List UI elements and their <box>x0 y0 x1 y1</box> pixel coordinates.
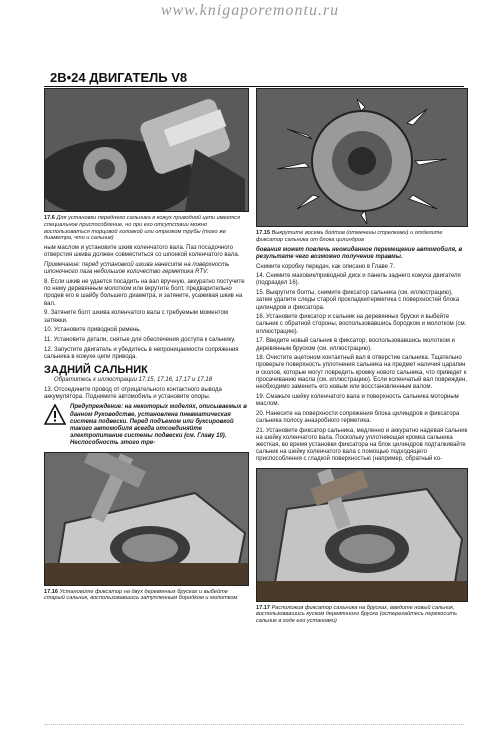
step-10: 10. Установите приводной ремень. <box>44 327 141 334</box>
watermark: www.knigaporemontu.ru <box>160 2 340 19</box>
step-20: 20. Нанесите на поверхности сопряжения блока цилиндров и фиксатора сальника полосу анаэробного герметика. <box>256 410 460 424</box>
paragraph: Снимите коробку передач, как описано в Главе 7. <box>256 263 395 270</box>
photo-17-16 <box>44 452 249 586</box>
caption-17-16 <box>44 589 249 603</box>
caption-text: Для установки переднего сальника в кожух приводной цепи имеется специальное приспособление, но при его отсутствии можно воспользоваться торцовой головкой или отрезком трубы (того же диаметра, что и сальник) <box>44 215 241 242</box>
step-18: 18. Очистите ацетоном контактный вал в отверстие сальника. Тщательно проверьте поверхность уплотнения сальника на предмет наличия царапин и сколов, которые могут повредить кромку нового сальника, что приведет к просачиванию масла (см. иллюстрацию). Если коленчатый вал поврежден, необходимо заменить его новым или восстановленным валом. <box>256 355 467 391</box>
caption-number: 17.15 <box>256 230 270 236</box>
left-column <box>44 88 249 602</box>
paragraph: ным маслом и установите шкив коленчатого вала. Паз посадочного отверстия шкива должен совместиться со шпонкой коленчатого вала. <box>44 245 240 259</box>
photo-17-6-drawing <box>45 89 248 211</box>
caption-text: Выкрутите восемь болтов (отмечены стрелками) и отделите фиксатор сальника от блока цилиндров <box>256 230 443 243</box>
warning-icon <box>44 404 66 426</box>
section-title: ЗАДНИЙ САЛЬНИК <box>44 364 148 377</box>
caption-number: 17.16 <box>44 588 58 595</box>
warning-text: Предупреждение: на некоторых моделях, описываемых в данном Руководстве, установлена пневматическая система подвески. Перед подъемом или буксировкой такого автомобиля всегда отсоединяйте электропитание системы подвески (см. Главу 10). Неспособность этого тре- <box>70 404 247 447</box>
step-17: 17. Введите новый сальник в фиксатор, воспользовавшись молотком и деревянным бруском (см. иллюстрацию). <box>256 338 455 352</box>
caption-number: 17.17 <box>256 604 270 611</box>
caption-17-6 <box>44 215 249 242</box>
warning-continuation: бования может повлечь неожиданное перемещение автомобиля, в результате чего возможно получение травмы. <box>256 246 463 260</box>
caption-17-15 <box>256 230 468 244</box>
step-14: 14. Снимите маховик/приводной диск и панель заднего кожуха двигателя (подраздел 16). <box>256 273 461 287</box>
warning-block <box>44 404 249 447</box>
caption-text: Расположив фиксатор сальника на брусках, введите новый сальник, воспользовавшись куском деревянного бруска (остерегайтесь перекосить сальник в ходе его установки) <box>256 604 457 625</box>
step-15: 15. Выкрутите болты, снимите фиксатор сальника (см. иллюстрацию), затем удалите следы старой прокладки/герметика с поверхностей блока цилиндров и фиксатора. <box>256 290 460 311</box>
photo-17-17 <box>256 468 468 602</box>
page-header <box>44 70 464 87</box>
right-column <box>256 88 468 625</box>
footer-divider <box>44 724 464 728</box>
photo-17-15 <box>256 88 468 227</box>
page-title: 2B•24 ДВИГАТЕЛЬ V8 <box>50 70 188 85</box>
step-9: 9. Затяните болт шкива коленчатого вала с требуемым моментом затяжки. <box>44 310 228 324</box>
photo-17-17-drawing <box>257 469 467 601</box>
step-8: 8. Если шкив не удается посадить на вал вручную, аккуратно постучите по нему деревянным молотком или вкрутите болт, предварительно продев его в шайбу большего диаметра, и затяните, усаживая шкив на вал. <box>44 279 245 307</box>
photo-17-15-drawing <box>257 89 467 226</box>
note: Примечание: перед установкой шкива нанесите на поверхность шпоночного паза небольшое количество герметика RTV. <box>44 262 230 276</box>
caption-number: 17.6 <box>44 215 55 221</box>
photo-17-6 <box>44 88 249 212</box>
step-12: 12. Запустите двигатель и убедитесь в непроницаемости сопряжения сальника в кожухе цепи привода. <box>44 346 239 360</box>
step-13: 13. Отсоедините провод от отрицательного контактного вывода аккумулятора. Поднимите автомобиль и установите опоры. <box>44 386 222 401</box>
step-21: 21. Установите фиксатор сальника, медленно и аккуратно надевая сальник на шейку коленчатого вала. Поскольку уплотняющая кромка сальника жесткая, во время установки фиксатора на блок цилиндров подталкивайте сальник на шейку коленчатого вала с помощью подходящего приспособления с гладкой поверхностью (например, обратный ко- <box>256 427 468 463</box>
caption-text: Установите фиксатор на двух деревянных брусках и выбейте старый сальник, воспользовавшись затупленным бородком и молотком <box>44 588 238 602</box>
illustration-reference: Обратитесь к иллюстрации 17.15, 17.16, 17.17 и 17.18 <box>54 377 213 384</box>
step-19: 19. Смажьте шейку коленчатого вала и поверхность сальника моторным маслом. <box>256 393 459 407</box>
step-11: 11. Установите детали, снятые для обеспечения доступа к сальнику. <box>44 336 236 343</box>
photo-17-16-drawing <box>45 453 248 585</box>
step-16: 16. Установите фиксатор и сальник на деревянных бруски и выбейте сальник с обратной стороны, воспользовавшись бородком и молотком (см. иллюстрацию). <box>256 314 467 335</box>
caption-17-17 <box>256 605 468 625</box>
